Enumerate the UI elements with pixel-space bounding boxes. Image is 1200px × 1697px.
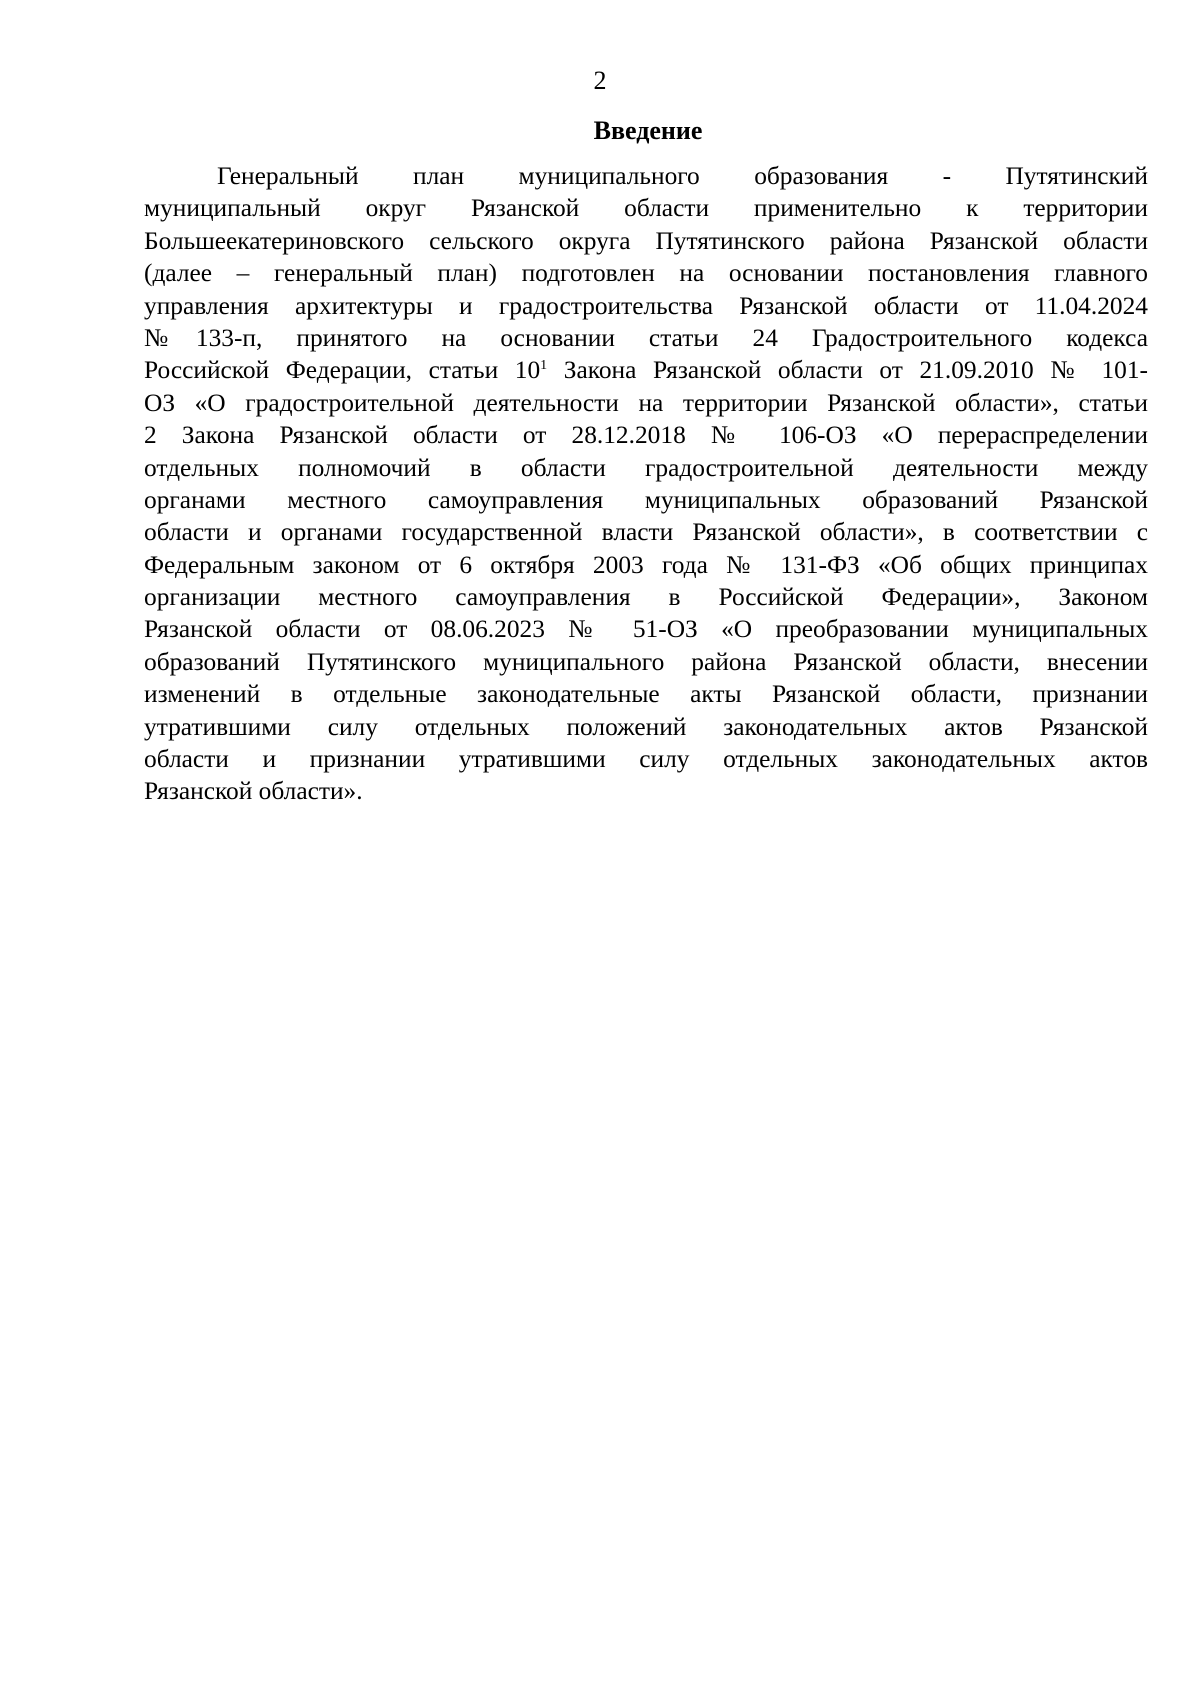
paragraph-line: Рязанской области от 08.06.2023 № 51-ОЗ «О преобразовании муниципальных [144, 615, 1148, 644]
paragraph-line: Генеральный план муниципального образования - Путятинский [217, 162, 1148, 190]
paragraph-line [144, 354, 1148, 386]
paragraph-line: №133-п, принятого на основании статьи 24 Градостроительного кодекса [144, 323, 1148, 352]
paragraph-line: Большеекатериновского сельского округа Путятинского района Рязанской области [144, 226, 1148, 255]
paragraph-line: изменений в отдельные законодательные акты Рязанской области, признании [144, 680, 1148, 709]
paragraph-line: 2 Закона Рязанской области от 28.12.2018 № 106-ОЗ «О перераспределении [144, 421, 1148, 450]
line-text: Закона Рязанской области от 21.09.2010 № 101- [547, 356, 1148, 385]
paragraph-line: управления архитектуры и градостроительства Рязанской области от 11.04.2024 [144, 291, 1148, 320]
paragraph-line: области и признании утратившими силу отдельных законодательных актов [144, 745, 1148, 774]
paragraph-line: Федеральным законом от 6 октября 2003 года № 131-ФЗ «Об общих принципах [144, 550, 1148, 579]
superscript: 1 [540, 358, 548, 374]
paragraph-line: ОЗ «О градостроительной деятельности на территории Рязанской области», статьи [144, 388, 1148, 417]
paragraph-line: (далее – генеральный план) подготовлен на основании постановления главного [144, 259, 1148, 288]
line-text: Российской Федерации, статьи 10 [144, 356, 541, 385]
paragraph-line: области и органами государственной власти Рязанской области», в соответствии с [144, 518, 1148, 547]
paragraph-line: муниципальный округ Рязанской области применительно к территории [144, 194, 1148, 223]
paragraph-line: образований Путятинского муниципального района Рязанской области, внесении [144, 647, 1148, 676]
paragraph-line: организации местного самоуправления в Российской Федерации», Законом [144, 583, 1148, 612]
paragraph-line: Рязанской области». [144, 777, 363, 806]
paragraph-line: органами местного самоуправления муниципальных образований Рязанской [144, 485, 1148, 514]
paragraph-line: отдельных полномочий в области градостроительной деятельности между [144, 453, 1148, 482]
body-paragraph [144, 160, 1148, 808]
paragraph-line: утратившими силу отдельных положений законодательных актов Рязанской [144, 712, 1148, 741]
section-title: Введение [593, 116, 703, 145]
page-number: 2 [593, 66, 607, 95]
